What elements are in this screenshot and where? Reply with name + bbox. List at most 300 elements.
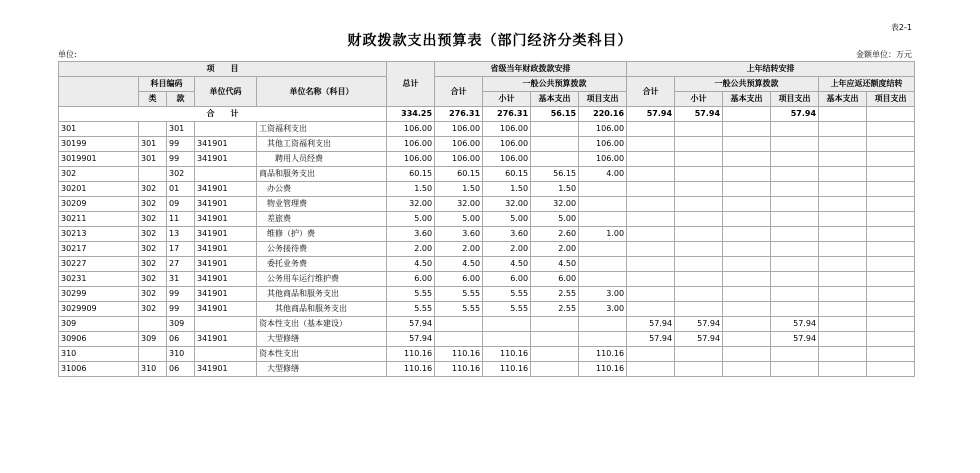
prior-basic-cell [723,302,771,317]
prior-sum-cell [627,227,675,242]
prior-subtotal-cell [675,137,723,152]
sum-cell: 5.55 [435,287,483,302]
table-row [59,167,915,182]
prior-project-cell [771,182,819,197]
code-cell: 301 [59,122,139,137]
subtotal-cell: 2.00 [483,242,531,257]
prior-subtotal-cell [675,182,723,197]
header-total: 总计 [387,62,435,107]
total-cell: 60.15 [387,167,435,182]
prior-sum-cell [627,287,675,302]
prior-subtotal-cell [675,302,723,317]
project-cell [579,197,627,212]
total-cell: 6.00 [387,272,435,287]
header-unit-code: 单位代码 [195,77,257,107]
unit-label: 单位: [58,50,77,59]
class-cell: 302 [139,302,167,317]
table-row [59,152,915,167]
total-prior-proj: 57.94 [771,107,819,122]
prior-sum-cell: 57.94 [627,317,675,332]
prior-project-cell [771,122,819,137]
unit-code-cell [195,167,257,182]
unit-name-cell: 物业管理费 [257,197,387,212]
subtotal-cell: 60.15 [483,167,531,182]
table-header [59,62,915,107]
subtotal-cell: 32.00 [483,197,531,212]
prior-basic-cell [723,287,771,302]
prior-project-cell [771,212,819,227]
code-cell: 30209 [59,197,139,212]
project-cell [579,257,627,272]
sum-cell: 5.55 [435,302,483,317]
unit-code-cell [195,122,257,137]
table-number: 表2-1 [890,23,912,32]
project-cell: 1.00 [579,227,627,242]
prior-basic-cell [723,167,771,182]
prior-subtotal-cell [675,242,723,257]
return-basic-cell [819,212,867,227]
unit-code-cell: 341901 [195,362,257,377]
prior-basic-cell [723,137,771,152]
prior-basic-cell [723,242,771,257]
prior-project-cell [771,167,819,182]
unit-code-cell [195,317,257,332]
item-cell: 06 [167,332,195,347]
return-project-cell [867,347,915,362]
sum-cell: 60.15 [435,167,483,182]
header-return-project: 项目支出 [867,92,915,107]
basic-cell [531,152,579,167]
class-cell: 309 [139,332,167,347]
prior-subtotal-cell: 57.94 [675,332,723,347]
prior-sum-cell [627,362,675,377]
class-cell [139,347,167,362]
unit-code-cell: 341901 [195,242,257,257]
header-project-exp: 项目支出 [579,92,627,107]
unit-name-cell: 资本性支出（基本建设） [257,317,387,332]
return-basic-cell [819,152,867,167]
code-cell: 309 [59,317,139,332]
basic-cell: 2.00 [531,242,579,257]
total-prior-sub: 57.94 [675,107,723,122]
return-basic-cell [819,122,867,137]
class-cell [139,317,167,332]
project-cell [579,332,627,347]
return-basic-cell [819,137,867,152]
class-cell: 302 [139,272,167,287]
unit-name-cell: 资本性支出 [257,347,387,362]
prior-sum-cell [627,347,675,362]
return-project-cell [867,182,915,197]
project-cell: 4.00 [579,167,627,182]
project-cell: 106.00 [579,137,627,152]
total-return-basic [819,107,867,122]
class-cell [139,122,167,137]
basic-cell: 4.50 [531,257,579,272]
return-project-cell [867,332,915,347]
return-project-cell [867,287,915,302]
prior-project-cell [771,362,819,377]
total-cell: 5.00 [387,212,435,227]
project-cell [579,212,627,227]
code-cell: 30213 [59,227,139,242]
subtotal-cell: 110.16 [483,347,531,362]
prior-sum-cell [627,182,675,197]
return-basic-cell [819,167,867,182]
header-prior-basic: 基本支出 [723,92,771,107]
prior-project-cell [771,272,819,287]
basic-cell: 5.00 [531,212,579,227]
table-row [59,227,915,242]
item-cell: 01 [167,182,195,197]
unit-name-cell: 大型修缮 [257,362,387,377]
item-cell: 17 [167,242,195,257]
basic-cell: 2.55 [531,302,579,317]
prior-subtotal-cell [675,152,723,167]
header-general-budget: 一般公共预算拨款 [483,77,627,92]
return-project-cell [867,197,915,212]
prior-sum-cell [627,197,675,212]
prior-project-cell [771,347,819,362]
prior-sum-cell [627,212,675,227]
subtotal-cell [483,332,531,347]
basic-cell: 1.50 [531,182,579,197]
code-cell: 3029909 [59,302,139,317]
return-basic-cell [819,362,867,377]
prior-sum-cell: 57.94 [627,332,675,347]
prior-basic-cell [723,227,771,242]
subtotal-cell: 110.16 [483,362,531,377]
project-cell: 106.00 [579,122,627,137]
unit-code-cell: 341901 [195,287,257,302]
item-cell: 06 [167,362,195,377]
prior-sum-cell [627,122,675,137]
table-row [59,197,915,212]
prior-project-cell [771,197,819,212]
total-cell: 106.00 [387,122,435,137]
return-basic-cell [819,302,867,317]
item-cell: 09 [167,197,195,212]
unit-name-cell: 差旅费 [257,212,387,227]
prior-project-cell [771,137,819,152]
basic-cell [531,362,579,377]
code-cell: 30217 [59,242,139,257]
table-row [59,362,915,377]
total-cell: 106.00 [387,152,435,167]
table-row [59,332,915,347]
basic-cell: 6.00 [531,272,579,287]
return-project-cell [867,302,915,317]
prior-basic-cell [723,317,771,332]
project-cell [579,272,627,287]
return-project-cell [867,272,915,287]
prior-sum-cell [627,167,675,182]
return-project-cell [867,137,915,152]
prior-basic-cell [723,197,771,212]
prior-basic-cell [723,122,771,137]
item-cell: 31 [167,272,195,287]
prior-project-cell [771,242,819,257]
code-cell: 30906 [59,332,139,347]
prior-sum-cell [627,257,675,272]
amount-unit-label: 金额单位：万元 [856,50,912,59]
sum-cell: 4.50 [435,257,483,272]
subtotal-cell: 1.50 [483,182,531,197]
prior-sum-cell [627,302,675,317]
class-cell: 302 [139,212,167,227]
prior-basic-cell [723,347,771,362]
total-prior-basic [723,107,771,122]
code-cell: 31006 [59,362,139,377]
unit-code-cell: 341901 [195,302,257,317]
total-cell: 106.00 [387,137,435,152]
total-proj: 220.16 [579,107,627,122]
code-cell: 30201 [59,182,139,197]
prior-basic-cell [723,182,771,197]
prior-sum-cell [627,242,675,257]
unit-code-cell: 341901 [195,227,257,242]
table-row [59,287,915,302]
sum-cell: 110.16 [435,362,483,377]
unit-code-cell: 341901 [195,257,257,272]
basic-cell [531,122,579,137]
subtotal-cell: 5.55 [483,287,531,302]
prior-basic-cell [723,257,771,272]
return-basic-cell [819,242,867,257]
sum-cell: 106.00 [435,122,483,137]
prior-subtotal-cell [675,287,723,302]
header-class: 类 [139,92,167,107]
sum-cell: 6.00 [435,272,483,287]
return-project-cell [867,317,915,332]
header-basic: 基本支出 [531,92,579,107]
class-cell: 302 [139,227,167,242]
return-basic-cell [819,317,867,332]
unit-name-cell: 公务用车运行维护费 [257,272,387,287]
project-cell: 3.00 [579,302,627,317]
basic-cell [531,347,579,362]
class-cell: 302 [139,242,167,257]
basic-cell: 2.55 [531,287,579,302]
table-row [59,122,915,137]
code-cell: 302 [59,167,139,182]
total-cell: 5.55 [387,302,435,317]
unit-code-cell [195,347,257,362]
total-return-proj [867,107,915,122]
unit-code-cell: 341901 [195,272,257,287]
sum-cell: 32.00 [435,197,483,212]
return-project-cell [867,122,915,137]
unit-code-cell: 341901 [195,332,257,347]
code-cell: 30199 [59,137,139,152]
code-cell: 30227 [59,257,139,272]
return-basic-cell [819,197,867,212]
unit-code-cell: 341901 [195,152,257,167]
return-project-cell [867,362,915,377]
basic-cell: 2.60 [531,227,579,242]
return-project-cell [867,227,915,242]
header-subtotal: 小计 [483,92,531,107]
prior-subtotal-cell [675,167,723,182]
page-title: 财政拨款支出预算表（部门经济分类科目） [347,33,633,49]
prior-basic-cell [723,362,771,377]
sum-cell [435,332,483,347]
project-cell: 3.00 [579,287,627,302]
subtotal-cell: 6.00 [483,272,531,287]
header-prior-general: 一般公共预算拨款 [675,77,819,92]
sum-cell: 110.16 [435,347,483,362]
header-sum: 合计 [435,77,483,107]
prior-basic-cell [723,152,771,167]
prior-project-cell: 57.94 [771,332,819,347]
prior-subtotal-cell [675,122,723,137]
class-cell: 310 [139,362,167,377]
return-project-cell [867,242,915,257]
table-row [59,302,915,317]
prior-subtotal-cell [675,347,723,362]
prior-subtotal-cell [675,257,723,272]
code-cell: 3019901 [59,152,139,167]
prior-subtotal-cell [675,212,723,227]
table-row [59,257,915,272]
total-label: 合 计 [59,107,387,122]
unit-name-cell: 大型修缮 [257,332,387,347]
item-cell: 99 [167,302,195,317]
unit-code-cell: 341901 [195,182,257,197]
table-row [59,242,915,257]
code-cell: 310 [59,347,139,362]
item-cell: 11 [167,212,195,227]
code-cell: 30231 [59,272,139,287]
item-cell: 302 [167,167,195,182]
prior-project-cell [771,152,819,167]
prior-subtotal-cell [675,272,723,287]
prior-subtotal-cell: 57.94 [675,317,723,332]
unit-name-cell: 工资福利支出 [257,122,387,137]
total-cell: 32.00 [387,197,435,212]
total-cell: 5.55 [387,287,435,302]
subtotal-cell: 5.00 [483,212,531,227]
prior-sum-cell [627,152,675,167]
header-prior-return: 上年应返还额度结转 [819,77,915,92]
return-basic-cell [819,287,867,302]
item-cell: 99 [167,152,195,167]
unit-code-cell: 341901 [195,137,257,152]
total-cell: 57.94 [387,332,435,347]
header-project: 项 目 [59,62,387,77]
return-basic-cell [819,332,867,347]
project-cell [579,317,627,332]
project-cell: 106.00 [579,152,627,167]
class-cell: 302 [139,287,167,302]
class-cell: 301 [139,137,167,152]
class-cell: 301 [139,152,167,167]
table-body [59,107,915,377]
prior-subtotal-cell [675,362,723,377]
unit-name-cell: 其他商品和服务支出 [257,302,387,317]
basic-cell: 56.15 [531,167,579,182]
total-cell: 110.16 [387,347,435,362]
header-unit-name: 单位名称（科目） [257,77,387,107]
return-project-cell [867,257,915,272]
basic-cell [531,332,579,347]
prior-project-cell: 57.94 [771,317,819,332]
class-cell [139,167,167,182]
total-cell: 57.94 [387,317,435,332]
total-sum: 276.31 [435,107,483,122]
header-prior-project: 项目支出 [771,92,819,107]
return-basic-cell [819,227,867,242]
prior-basic-cell [723,332,771,347]
total-cell: 1.50 [387,182,435,197]
total-cell: 4.50 [387,257,435,272]
table-row [59,182,915,197]
table-row [59,272,915,287]
sum-cell: 106.00 [435,137,483,152]
prior-project-cell [771,302,819,317]
class-cell: 302 [139,182,167,197]
project-cell: 110.16 [579,362,627,377]
prior-subtotal-cell [675,227,723,242]
total-total: 334.25 [387,107,435,122]
unit-name-cell: 其他商品和服务支出 [257,287,387,302]
header-province-current: 省级当年财政拨款安排 [435,62,627,77]
item-cell: 310 [167,347,195,362]
table-row [59,347,915,362]
total-basic: 56.15 [531,107,579,122]
sum-cell: 5.00 [435,212,483,227]
header-blank [59,77,139,107]
sum-cell: 1.50 [435,182,483,197]
unit-name-cell: 商品和服务支出 [257,167,387,182]
item-cell: 99 [167,287,195,302]
table-row [59,317,915,332]
item-cell: 13 [167,227,195,242]
header-return-basic: 基本支出 [819,92,867,107]
subtotal-cell [483,317,531,332]
project-cell [579,242,627,257]
unit-name-cell: 办公费 [257,182,387,197]
subtotal-cell: 3.60 [483,227,531,242]
total-cell: 2.00 [387,242,435,257]
prior-project-cell [771,227,819,242]
header-item: 款 [167,92,195,107]
unit-code-cell: 341901 [195,197,257,212]
return-project-cell [867,152,915,167]
sum-cell: 2.00 [435,242,483,257]
total-row [59,107,915,122]
header-prior-total: 合计 [627,77,675,107]
return-basic-cell [819,272,867,287]
total-cell: 3.60 [387,227,435,242]
header-subject-code: 科目编码 [139,77,195,92]
basic-cell [531,137,579,152]
item-cell: 27 [167,257,195,272]
unit-name-cell: 委托业务费 [257,257,387,272]
prior-basic-cell [723,272,771,287]
sum-cell: 3.60 [435,227,483,242]
prior-subtotal-cell [675,197,723,212]
sum-cell [435,317,483,332]
subtotal-cell: 5.55 [483,302,531,317]
item-cell: 301 [167,122,195,137]
header-prior-subtotal: 小计 [675,92,723,107]
table-row [59,137,915,152]
subtotal-cell: 4.50 [483,257,531,272]
item-cell: 309 [167,317,195,332]
code-cell: 30211 [59,212,139,227]
prior-sum-cell [627,137,675,152]
